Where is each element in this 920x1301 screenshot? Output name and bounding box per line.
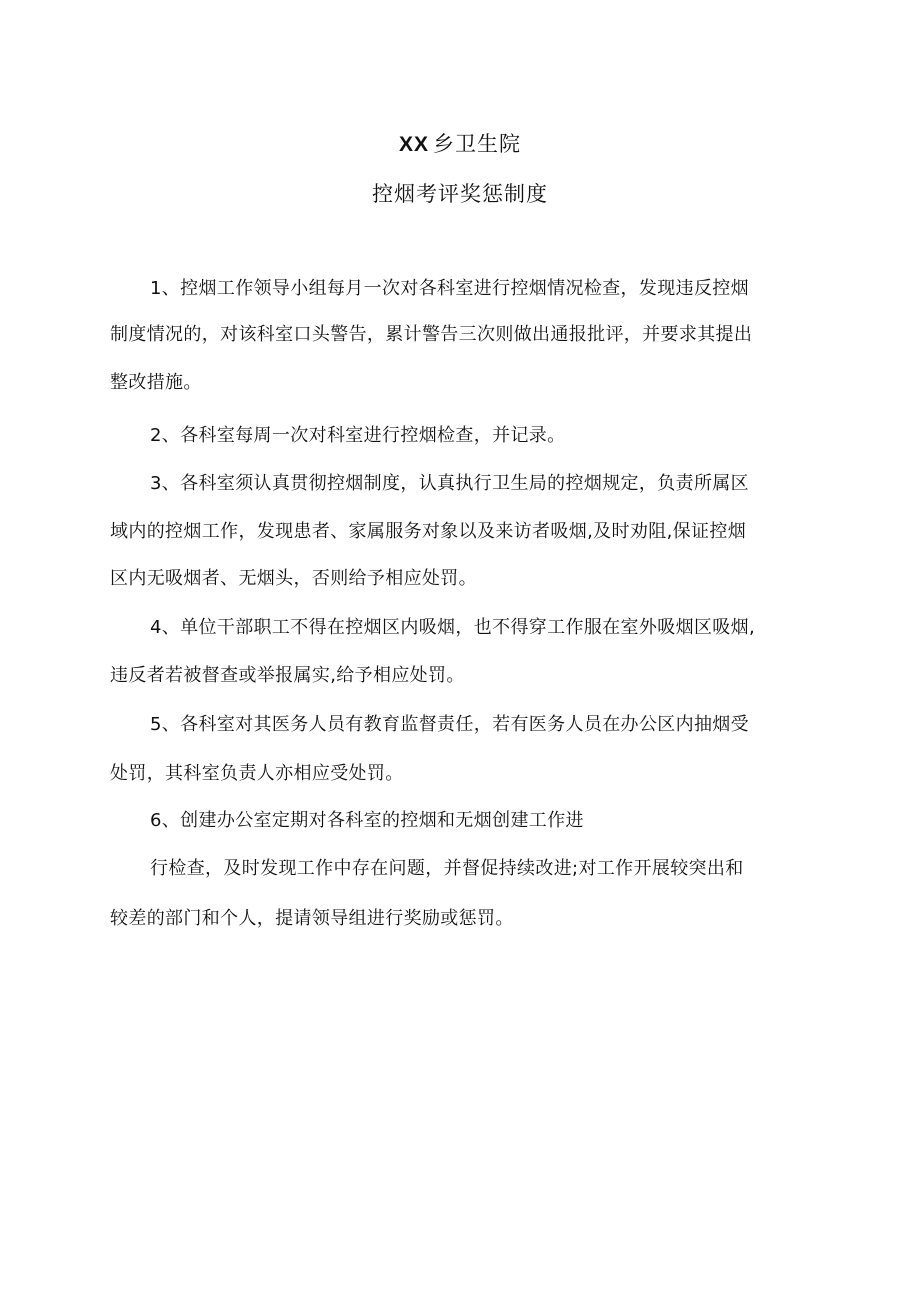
paragraph-1-line-2: 制度情况的，对该科室口头警告，累计警告三次则做出通报批评，并要求其提出 xyxy=(110,324,753,345)
paragraph-2-line-1: 2、各科室每周一次对科室进行控烟检查，并记录。 xyxy=(150,425,566,446)
paragraph-6-line-1: 6、创建办公室定期对各科室的控烟和无烟创建工作进 xyxy=(150,810,584,831)
document-title xyxy=(0,128,920,158)
paragraph-4-line-2: 违反者若被督查或举报属实,给予相应处罚。 xyxy=(110,665,465,686)
paragraph-5-line-2: 处罚，其科室负责人亦相应受处罚。 xyxy=(110,763,404,784)
title-prefix: XX xyxy=(398,133,429,156)
paragraph-6-line-2: 行检查，及时发现工作中存在问题，并督促持续改进;对工作开展较突出和 xyxy=(150,858,744,879)
paragraph-3-line-2: 域内的控烟工作，发现患者、家属服务对象以及来访者吸烟,及时劝阻,保证控烟 xyxy=(110,521,747,542)
paragraph-1-line-3: 整改措施。 xyxy=(110,372,202,393)
paragraph-5-line-1: 5、各科室对其医务人员有教育监督责任，若有医务人员在办公区内抽烟受 xyxy=(150,714,749,735)
paragraph-3-line-1: 3、各科室须认真贯彻控烟制度，认真执行卫生局的控烟规定，负责所属区 xyxy=(150,473,749,494)
paragraph-1-line-1: 1、控烟工作领导小组每月一次对各科室进行控烟情况检查，发现违反控烟 xyxy=(150,278,749,299)
title-text: 乡卫生院 xyxy=(433,132,521,156)
paragraph-6-line-3: 较差的部门和个人，提请领导组进行奖励或惩罚。 xyxy=(110,908,514,929)
paragraph-3-line-3: 区内无吸烟者、无烟头，否则给予相应处罚。 xyxy=(110,568,477,589)
paragraph-4-line-1: 4、单位干部职工不得在控烟区内吸烟，也不得穿工作服在室外吸烟区吸烟, xyxy=(150,617,756,638)
document-subtitle: 控烟考评奖惩制度 xyxy=(372,182,548,206)
